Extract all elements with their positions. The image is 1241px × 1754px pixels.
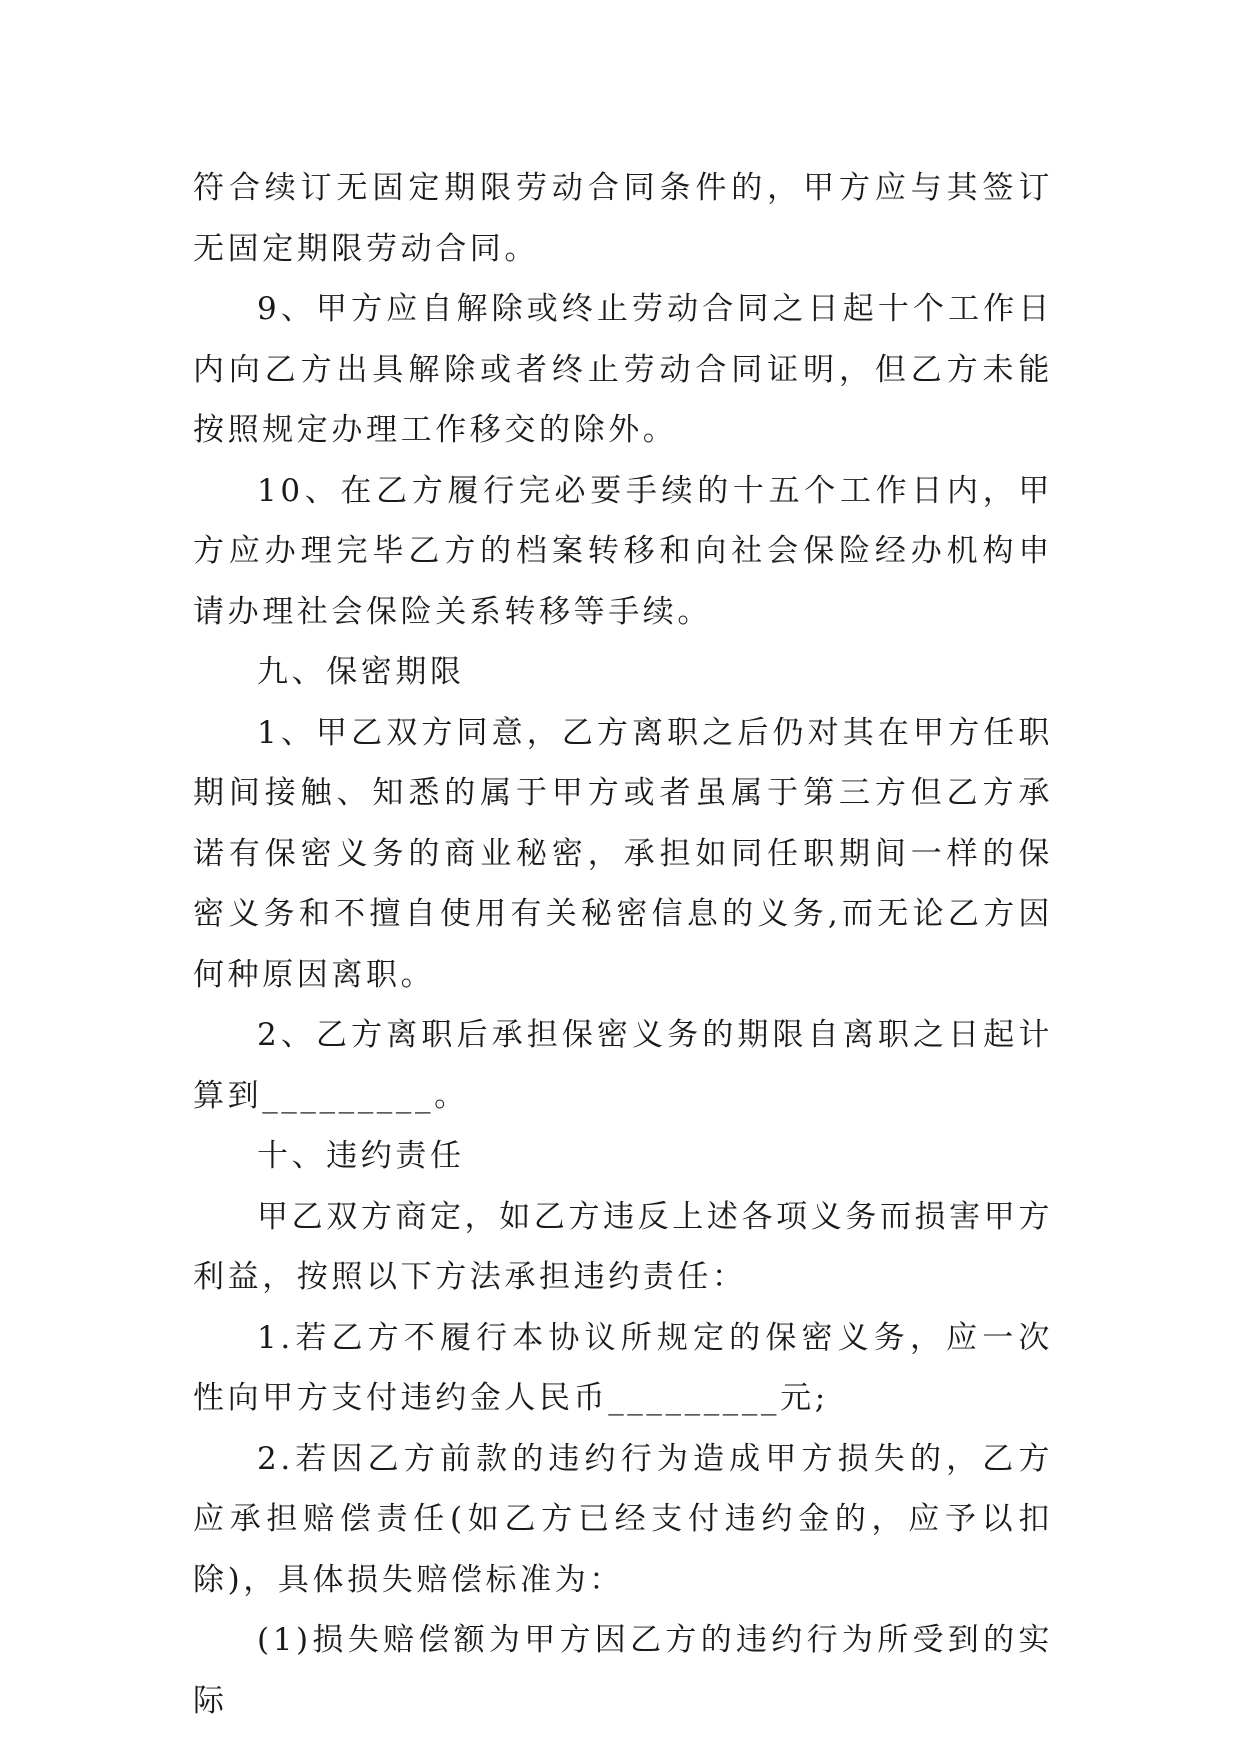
- paragraph-confidentiality-2: 2、乙方离职后承担保密义务的期限自离职之日起计算到_________。: [193, 1017, 1053, 1114]
- paragraph-liability-1: 1.若乙方不履行本协议所规定的保密义务，应一次性向甲方支付违约金人民币_________元;: [193, 1319, 1053, 1416]
- paragraph-item-9: 9、甲方应自解除或终止劳动合同之日起十个工作日内向乙方出具解除或者终止劳动合同证明，但乙方未能按照规定办理工作移交的除外。: [193, 291, 1053, 448]
- section-heading-liability: 十、违约责任: [257, 1138, 465, 1174]
- paragraph-liability-intro: 甲乙双方商定，如乙方违反上述各项义务而损害甲方利益，按照以下方法承担违约责任：: [193, 1198, 1053, 1295]
- paragraph-confidentiality-1: 1、甲乙双方同意，乙方离职之后仍对其在甲方任职期间接触、知悉的属于甲方或者虽属于第三方但乙方承诺有保密义务的商业秘密，承担如同任职期间一样的保密义务和不擅自使用有关秘密信息的义务,而无论乙方因何种原因离职。: [193, 714, 1053, 993]
- paragraph-item-10: 10、在乙方履行完必要手续的十五个工作日内，甲方应办理完毕乙方的档案转移和向社会保险经办机构申请办理社会保险关系转移等手续。: [193, 472, 1053, 630]
- section-heading-confidentiality-period: 九、保密期限: [257, 654, 465, 690]
- paragraph-liability-2: 2.若因乙方前款的违约行为造成甲方损失的，乙方应承担赔偿责任(如乙方已经支付违约金的，应予以扣除)，具体损失赔偿标准为：: [193, 1440, 1053, 1598]
- paragraph-continuation: 符合续订无固定期限劳动合同条件的，甲方应与其签订无固定期限劳动合同。: [193, 170, 1053, 267]
- document-body: [193, 158, 1053, 1731]
- paragraph-liability-2-1: (1)损失赔偿额为甲方因乙方的违约行为所受到的实际: [193, 1622, 1053, 1719]
